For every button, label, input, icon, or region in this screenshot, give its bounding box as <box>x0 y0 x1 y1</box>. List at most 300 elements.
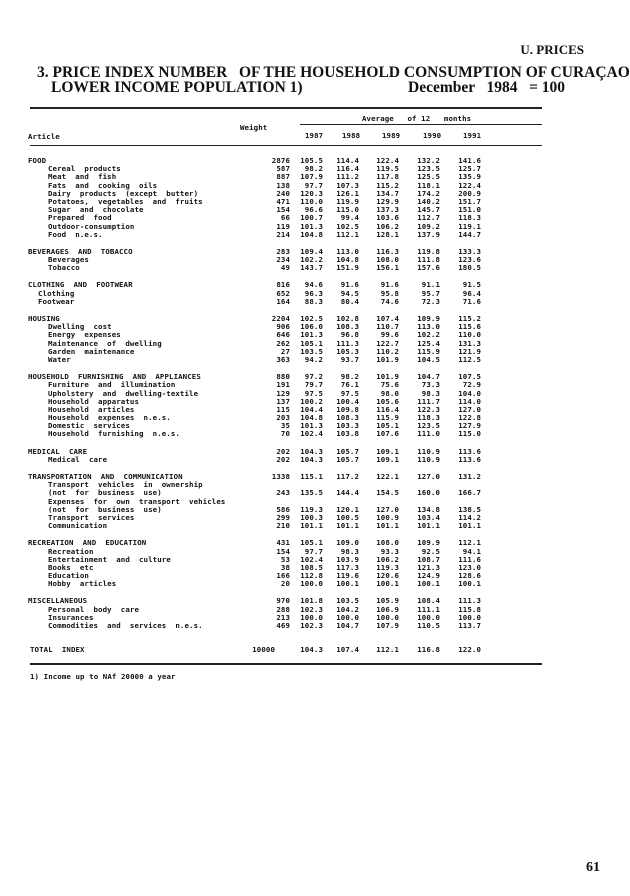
row-value: 111.0 <box>417 429 440 439</box>
row-value: 127.0 <box>376 504 399 514</box>
row-value: 174.2 <box>417 188 440 198</box>
row-label: Garden maintenance <box>48 346 135 356</box>
row-label: Hobby articles <box>48 579 117 589</box>
row-value: 115.1 <box>300 472 323 481</box>
row-value: 98.3 <box>340 546 359 556</box>
row-value: 110.2 <box>376 346 399 356</box>
row-weight: 210 <box>276 521 290 531</box>
row-value: 101.1 <box>417 521 440 531</box>
row-value: 97.7 <box>304 546 323 556</box>
row-value: 98.3 <box>421 388 440 398</box>
row-value: 102.5 <box>300 314 323 323</box>
row-weight: 587 <box>276 164 290 174</box>
total-row <box>0 646 630 654</box>
row-value: 135.5 <box>300 488 323 498</box>
row-label: Tobacco <box>48 263 80 273</box>
row-label: (not for business use) <box>48 504 162 514</box>
row-value: 134.8 <box>417 504 440 514</box>
row-value: 113.7 <box>458 621 481 630</box>
row-value: 124.9 <box>417 571 440 581</box>
row-value: 123.5 <box>417 164 440 174</box>
row-value: 180.5 <box>458 263 481 273</box>
row-value: 109.9 <box>417 314 440 323</box>
row-weight: 70 <box>280 429 290 439</box>
row-value: 106.0 <box>300 322 323 332</box>
row-value: 103.6 <box>376 213 399 223</box>
header-weight: Weight <box>240 123 268 132</box>
row-value: 109.2 <box>417 221 440 231</box>
row-value: 102.8 <box>336 314 359 323</box>
row-value: 115.9 <box>376 413 399 423</box>
row-value: 111.3 <box>336 338 359 348</box>
row-value: 113.0 <box>336 246 359 256</box>
row-value: 109.1 <box>376 446 399 456</box>
row-weight: 586 <box>276 504 290 514</box>
row-label: Expenses for own transport vehicles <box>48 496 226 506</box>
row-value: 104.0 <box>458 388 481 398</box>
row-value: 113.6 <box>458 446 481 456</box>
row-value: 95.7 <box>421 288 440 298</box>
row-value: 115.0 <box>458 429 481 439</box>
header-year: 1991 <box>463 131 482 140</box>
row-value: 111.7 <box>417 396 440 406</box>
row-value: 104.3 <box>300 446 323 456</box>
row-value: 140.2 <box>417 196 440 206</box>
row-value: 100.0 <box>300 579 323 589</box>
row-label: Household apparatus <box>48 396 139 406</box>
row-weight: 154 <box>276 205 290 215</box>
row-label: Education <box>48 571 89 581</box>
row-value: 107.3 <box>336 180 359 190</box>
row-value: 105.5 <box>300 156 323 165</box>
row-value: 105.7 <box>336 454 359 464</box>
row-label: Household articles <box>48 404 135 414</box>
row-label: MEDICAL CARE <box>28 446 88 456</box>
row-value: 96.4 <box>462 288 481 298</box>
row-label: Transport vehicles in ownership <box>48 480 203 490</box>
row-value: 123.0 <box>458 562 481 572</box>
header-article: Article <box>28 132 60 141</box>
row-value: 125.7 <box>458 164 481 174</box>
row-value: 75.6 <box>380 380 399 390</box>
total-value: 107.4 <box>336 645 359 654</box>
row-value: 110.0 <box>300 196 323 206</box>
row-value: 100.7 <box>300 213 323 223</box>
top-rule <box>30 107 542 109</box>
row-value: 102.3 <box>300 604 323 614</box>
row-value: 144.7 <box>458 229 481 239</box>
row-value: 101.1 <box>336 521 359 531</box>
row-value: 127.9 <box>458 421 481 431</box>
row-weight: 129 <box>276 388 290 398</box>
row-label: TRANSPORTATION AND COMMUNICATION <box>28 472 183 481</box>
bottom-rule <box>30 663 542 665</box>
total-value: 122.0 <box>458 645 481 654</box>
row-label: Dwelling cost <box>48 322 112 332</box>
row-weight: 138 <box>276 180 290 190</box>
row-value: 97.2 <box>304 372 323 382</box>
row-value: 105.1 <box>300 338 323 348</box>
row-value: 102.3 <box>300 621 323 630</box>
row-value: 119.1 <box>458 221 481 231</box>
row-value: 100.0 <box>417 612 440 622</box>
row-label: Transport services <box>48 512 135 522</box>
row-value: 143.7 <box>300 263 323 273</box>
row-value: 96.3 <box>304 288 323 298</box>
row-value: 100.9 <box>376 512 399 522</box>
row-value: 104.4 <box>300 404 323 414</box>
row-value: 119.3 <box>376 562 399 572</box>
row-value: 145.7 <box>417 205 440 215</box>
row-value: 110.9 <box>417 454 440 464</box>
row-value: 101.1 <box>376 521 399 531</box>
row-weight: 363 <box>276 354 290 364</box>
row-label: Cereal products <box>48 164 121 174</box>
item-row <box>0 231 630 239</box>
row-value: 131.2 <box>458 472 481 481</box>
row-value: 104.8 <box>300 229 323 239</box>
row-value: 115.8 <box>458 604 481 614</box>
row-value: 100.0 <box>336 612 359 622</box>
row-value: 95.8 <box>380 288 399 298</box>
header-year: 1987 <box>305 131 324 140</box>
row-weight: 213 <box>276 612 290 622</box>
row-value: 118.3 <box>417 413 440 423</box>
row-label: Meat and fish <box>48 172 117 182</box>
row-value: 144.4 <box>336 488 359 498</box>
row-label: Potatoes, vegetables and fruits <box>48 196 203 206</box>
row-weight: 20 <box>280 579 290 589</box>
row-value: 108.7 <box>417 554 440 564</box>
row-value: 106.2 <box>376 221 399 231</box>
row-value: 100.0 <box>376 612 399 622</box>
row-label: Insurances <box>48 612 94 622</box>
row-value: 128.6 <box>458 571 481 581</box>
row-value: 111.6 <box>458 554 481 564</box>
header-year: 1990 <box>423 131 442 140</box>
row-value: 101.3 <box>300 421 323 431</box>
row-value: 101.3 <box>300 221 323 231</box>
row-label: Recreation <box>48 546 94 556</box>
row-weight: 2876 <box>271 156 290 165</box>
row-value: 138.5 <box>458 504 481 514</box>
row-value: 122.4 <box>458 180 481 190</box>
row-value: 104.7 <box>417 372 440 382</box>
row-weight: 191 <box>276 380 290 390</box>
item-row <box>0 580 630 588</box>
row-weight: 202 <box>276 446 290 456</box>
row-value: 94.2 <box>304 354 323 364</box>
row-label: FOOD <box>28 156 47 165</box>
row-label: Commodities and services n.e.s. <box>48 621 203 630</box>
row-value: 72.9 <box>462 380 481 390</box>
row-label: Fats and cooking oils <box>48 180 158 190</box>
row-value: 151.0 <box>458 205 481 215</box>
row-value: 122.3 <box>417 404 440 414</box>
row-label: Furniture and illumination <box>48 380 176 390</box>
row-label: Prepared food <box>48 213 112 223</box>
row-value: 111.1 <box>417 604 440 614</box>
row-value: 94.6 <box>304 280 323 290</box>
row-label: HOUSING <box>28 314 60 323</box>
row-weight: 816 <box>276 280 290 290</box>
row-value: 97.5 <box>304 388 323 398</box>
row-value: 105.3 <box>336 346 359 356</box>
row-label: RECREATION AND EDUCATION <box>28 538 147 548</box>
row-value: 113.6 <box>458 454 481 464</box>
row-weight: 299 <box>276 512 290 522</box>
row-value: 101.8 <box>300 596 323 606</box>
row-value: 137.9 <box>417 229 440 239</box>
category-group <box>0 315 630 364</box>
row-value: 151.7 <box>458 196 481 206</box>
category-group <box>0 373 630 439</box>
row-value: 121.3 <box>417 562 440 572</box>
row-value: 122.1 <box>376 472 399 481</box>
row-label: BEVERAGES AND TOBACCO <box>28 246 133 256</box>
row-value: 109.4 <box>300 246 323 256</box>
row-value: 108.3 <box>336 322 359 332</box>
row-weight: 906 <box>276 322 290 332</box>
row-value: 122.8 <box>458 413 481 423</box>
row-value: 104.5 <box>417 354 440 364</box>
row-value: 102.2 <box>417 330 440 340</box>
category-group <box>0 248 630 273</box>
item-row <box>0 264 630 272</box>
row-value: 120.3 <box>300 188 323 198</box>
header-average: Average of 12 months <box>362 114 472 123</box>
row-value: 76.1 <box>340 380 359 390</box>
row-value: 134.7 <box>376 188 399 198</box>
row-value: 127.0 <box>417 472 440 481</box>
row-value: 97.5 <box>340 388 359 398</box>
row-value: 135.9 <box>458 172 481 182</box>
row-label: Communication <box>48 521 108 531</box>
row-value: 112.1 <box>336 229 359 239</box>
row-value: 98.2 <box>340 372 359 382</box>
row-weight: 35 <box>280 421 290 431</box>
row-value: 115.2 <box>376 180 399 190</box>
row-value: 109.8 <box>336 404 359 414</box>
row-weight: 471 <box>276 196 290 206</box>
row-value: 92.5 <box>421 546 440 556</box>
row-value: 101.3 <box>300 330 323 340</box>
table-subtitle: LOWER INCOME POPULATION 1) <box>51 79 303 96</box>
average-underline <box>300 124 542 125</box>
total-value: 112.1 <box>376 645 399 654</box>
row-value: 100.1 <box>376 579 399 589</box>
row-weight: 243 <box>276 488 290 498</box>
row-label: Outdoor-consumption <box>48 221 135 231</box>
row-weight: 164 <box>276 296 290 306</box>
row-value: 103.5 <box>300 346 323 356</box>
row-value: 118.1 <box>417 180 440 190</box>
row-value: 105.7 <box>336 446 359 456</box>
row-weight: 66 <box>280 213 290 223</box>
row-value: 100.3 <box>300 512 323 522</box>
row-value: 88.3 <box>304 296 323 306</box>
row-value: 91.1 <box>421 280 440 290</box>
row-value: 157.6 <box>417 263 440 273</box>
row-value: 99.6 <box>380 330 399 340</box>
row-weight: 262 <box>276 338 290 348</box>
row-value: 108.0 <box>376 255 399 265</box>
row-value: 122.7 <box>376 338 399 348</box>
row-value: 154.5 <box>376 488 399 498</box>
row-value: 112.8 <box>300 571 323 581</box>
row-weight: 646 <box>276 330 290 340</box>
row-weight: 887 <box>276 172 290 182</box>
row-label: Domestic services <box>48 421 130 431</box>
item-row <box>0 356 630 364</box>
row-value: 110.9 <box>417 446 440 456</box>
row-value: 105.6 <box>376 396 399 406</box>
row-value: 94.1 <box>462 546 481 556</box>
row-weight: 27 <box>280 346 290 356</box>
row-value: 98.0 <box>380 388 399 398</box>
row-value: 73.3 <box>421 380 440 390</box>
row-label: Household furnishing n.e.s. <box>48 429 180 439</box>
row-value: 116.3 <box>376 246 399 256</box>
row-weight: 234 <box>276 255 290 265</box>
row-value: 119.5 <box>376 164 399 174</box>
row-value: 100.1 <box>417 579 440 589</box>
row-weight: 154 <box>276 546 290 556</box>
row-value: 106.9 <box>376 604 399 614</box>
row-value: 103.4 <box>417 512 440 522</box>
item-row <box>0 622 630 630</box>
row-value: 79.7 <box>304 380 323 390</box>
row-value: 111.2 <box>336 172 359 182</box>
row-weight: 119 <box>276 221 290 231</box>
item-row <box>0 456 630 464</box>
row-weight: 1338 <box>271 472 290 481</box>
row-value: 74.6 <box>380 296 399 306</box>
row-value: 112.1 <box>458 538 481 548</box>
row-value: 156.1 <box>376 263 399 273</box>
category-group <box>0 157 630 239</box>
row-value: 119.9 <box>336 196 359 206</box>
row-value: 101.1 <box>300 521 323 531</box>
row-value: 109.9 <box>417 538 440 548</box>
row-label: Books etc <box>48 562 94 572</box>
row-value: 91.6 <box>340 280 359 290</box>
row-value: 123.5 <box>417 421 440 431</box>
row-value: 97.7 <box>304 180 323 190</box>
footnote: 1) Income up to NAf 20000 a year <box>30 672 176 681</box>
row-value: 114.2 <box>458 512 481 522</box>
row-value: 104.3 <box>300 454 323 464</box>
row-weight: 202 <box>276 454 290 464</box>
row-value: 133.3 <box>458 246 481 256</box>
row-label: Upholstery and dwelling-textile <box>48 388 199 398</box>
row-value: 104.7 <box>336 621 359 630</box>
row-value: 108.4 <box>417 596 440 606</box>
row-value: 166.7 <box>458 488 481 498</box>
row-value: 116.4 <box>376 404 399 414</box>
row-value: 109.0 <box>336 538 359 548</box>
row-value: 115.9 <box>417 346 440 356</box>
row-value: 100.5 <box>336 512 359 522</box>
row-value: 160.0 <box>417 488 440 498</box>
row-value: 96.6 <box>304 205 323 215</box>
row-label: Footwear <box>38 296 75 306</box>
row-label: Personal body care <box>48 604 139 614</box>
row-value: 93.7 <box>340 354 359 364</box>
row-value: 104.8 <box>336 255 359 265</box>
row-value: 108.3 <box>336 413 359 423</box>
row-weight: 283 <box>276 246 290 256</box>
row-value: 71.6 <box>462 296 481 306</box>
row-value: 125.5 <box>417 172 440 182</box>
row-value: 101.1 <box>458 521 481 531</box>
category-group <box>0 448 630 464</box>
row-value: 122.4 <box>376 156 399 165</box>
row-value: 99.4 <box>340 213 359 223</box>
row-value: 100.1 <box>458 579 481 589</box>
row-value: 100.1 <box>336 579 359 589</box>
row-value: 125.4 <box>417 338 440 348</box>
row-weight: 49 <box>280 263 290 273</box>
row-label: Food n.e.s. <box>48 229 103 239</box>
row-value: 101.9 <box>376 354 399 364</box>
row-value: 111.8 <box>417 255 440 265</box>
row-label: CLOTHING AND FOOTWEAR <box>28 280 133 290</box>
row-value: 119.8 <box>417 246 440 256</box>
row-value: 126.1 <box>336 188 359 198</box>
row-weight: 203 <box>276 413 290 423</box>
row-value: 115.0 <box>336 205 359 215</box>
row-value: 137.3 <box>376 205 399 215</box>
row-label: Household expenses n.e.s. <box>48 413 171 423</box>
row-value: 107.9 <box>376 621 399 630</box>
row-value: 111.3 <box>458 596 481 606</box>
table-title: 3. PRICE INDEX NUMBER OF THE HOUSEHOLD CONSUMPTION OF CURAÇAO <box>37 64 630 81</box>
row-value: 113.0 <box>417 322 440 332</box>
row-value: 128.1 <box>376 229 399 239</box>
row-weight: 115 <box>276 404 290 414</box>
row-weight: 166 <box>276 571 290 581</box>
row-value: 114.0 <box>458 396 481 406</box>
row-label: Beverages <box>48 255 89 265</box>
row-value: 110.0 <box>458 330 481 340</box>
row-label: Sugar and chocolate <box>48 205 144 215</box>
row-weight: 880 <box>276 372 290 382</box>
total-value: 104.3 <box>300 645 323 654</box>
row-label: Entertainment and culture <box>48 554 171 564</box>
row-value: 98.2 <box>304 164 323 174</box>
row-value: 100.2 <box>300 396 323 406</box>
table-body <box>0 157 630 630</box>
row-value: 132.2 <box>417 156 440 165</box>
row-value: 105.9 <box>376 596 399 606</box>
row-value: 109.1 <box>376 454 399 464</box>
header-year: 1988 <box>342 131 361 140</box>
row-value: 115.2 <box>458 314 481 323</box>
row-value: 103.5 <box>336 596 359 606</box>
base-period: December 1984 = 100 <box>408 79 566 96</box>
row-value: 72.3 <box>421 296 440 306</box>
row-value: 107.5 <box>458 372 481 382</box>
row-value: 107.9 <box>300 172 323 182</box>
row-value: 119.3 <box>300 504 323 514</box>
row-label: Medical care <box>48 454 108 464</box>
row-value: 118.3 <box>458 213 481 223</box>
row-value: 112.5 <box>458 354 481 364</box>
header-rule <box>30 145 542 146</box>
item-row <box>0 298 630 306</box>
row-value: 102.5 <box>336 221 359 231</box>
